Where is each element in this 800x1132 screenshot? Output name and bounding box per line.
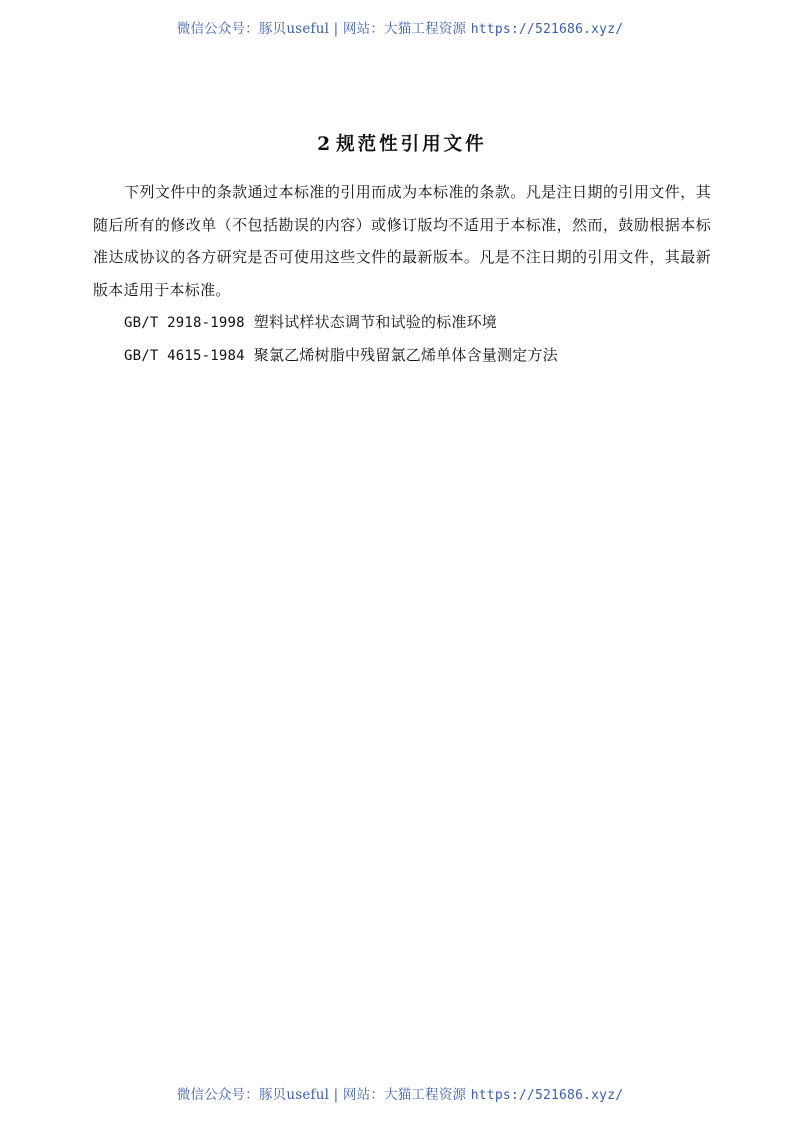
- reference-item: [93, 306, 711, 339]
- watermark-separator: |: [333, 1087, 339, 1103]
- watermark-site: 网站：大猫工程资源: [342, 1087, 467, 1103]
- watermark-site: 网站：大猫工程资源: [342, 21, 467, 37]
- reference-title: 聚氯乙烯树脂中残留氯乙烯单体含量测定方法: [253, 346, 558, 364]
- watermark-separator: |: [333, 21, 339, 37]
- watermark-wechat: 微信公众号：豚贝useful: [176, 1087, 330, 1103]
- footer-watermark: [0, 1083, 800, 1103]
- watermark-url[interactable]: https://521686.xyz/: [470, 22, 624, 37]
- header-watermark: [0, 17, 800, 37]
- intro-paragraph: 下列文件中的条款通过本标准的引用而成为本标准的条款。凡是注日期的引用文件，其随后所有的修改单（不包括勘误的内容）或修订版均不适用于本标准，然而，鼓励根据本标准达成协议的各方研究是否可使用这些文件的最新版本。凡是不注日期的引用文件，其最新版本适用于本标准。: [93, 183, 711, 299]
- reference-code: GB/T 4615-1984: [124, 348, 245, 364]
- section-title: 规范性引用文件: [336, 134, 487, 155]
- watermark-wechat: 微信公众号：豚贝useful: [176, 21, 330, 37]
- reference-code: GB/T 2918-1998: [124, 315, 245, 331]
- watermark-url[interactable]: https://521686.xyz/: [470, 1088, 624, 1103]
- reference-title: 塑料试样状态调节和试验的标准环境: [253, 313, 497, 331]
- reference-item: [93, 339, 711, 372]
- document-body: [93, 132, 711, 372]
- section-number: 2: [317, 134, 331, 155]
- section-heading: [93, 132, 711, 158]
